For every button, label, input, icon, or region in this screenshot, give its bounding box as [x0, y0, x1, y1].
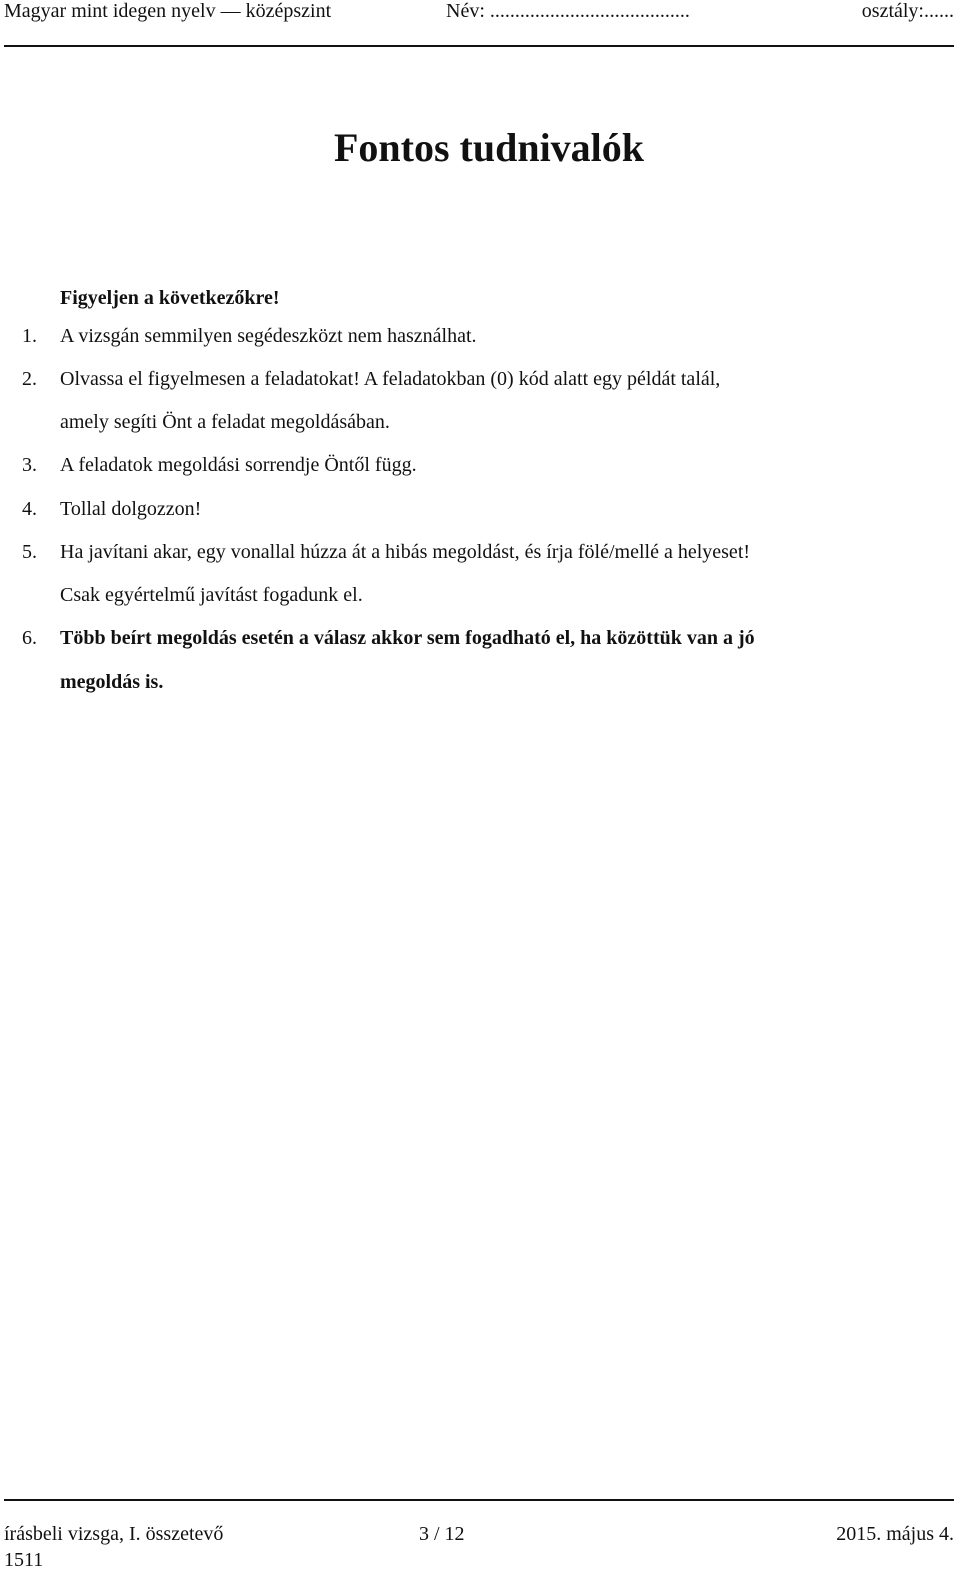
item-number: 4. — [22, 498, 37, 520]
footer-page-number: 3 / 12 — [419, 1523, 465, 1545]
page-title: Fontos tudnivalók — [333, 125, 645, 170]
item-text: amely segíti Önt a feladat megoldásában. — [60, 411, 390, 433]
footer-date: 2015. május 4. — [836, 1523, 954, 1545]
item-text: A vizsgán semmilyen segédeszközt nem használhat. — [60, 325, 477, 347]
item-text: megoldás is. — [60, 671, 164, 693]
footer-divider — [4, 1499, 954, 1501]
footer-code: 1511 — [4, 1549, 44, 1571]
item-text: A feladatok megoldási sorrendje Öntől függ. — [60, 454, 417, 476]
item-number: 5. — [22, 541, 37, 563]
intro-heading: Figyeljen a következőkre! — [60, 287, 280, 309]
header-class-field: osztály:...... — [861, 0, 954, 22]
item-number: 6. — [22, 627, 37, 649]
footer-exam-label: írásbeli vizsga, I. összetevő — [4, 1523, 224, 1545]
item-text: Csak egyértelmű javítást fogadunk el. — [60, 584, 363, 606]
header-divider — [4, 45, 954, 47]
item-number: 1. — [22, 325, 37, 347]
item-text: Ha javítani akar, egy vonallal húzza át a hibás megoldást, és írja fölé/mellé a helyeset! — [60, 541, 751, 563]
page-header — [4, 0, 954, 26]
header-name-field: Név: ........................................ — [446, 0, 690, 22]
item-number: 2. — [22, 368, 37, 390]
item-text: Tollal dolgozzon! — [60, 498, 202, 520]
item-number: 3. — [22, 454, 37, 476]
item-text: Több beírt megoldás esetén a válasz akkor sem fogadható el, ha közöttük van a jó — [60, 627, 755, 649]
header-subject: Magyar mint idegen nyelv — középszint — [4, 0, 332, 22]
item-text: Olvassa el figyelmesen a feladatokat! A feladatokban (0) kód alatt egy példát talál, — [60, 368, 721, 390]
